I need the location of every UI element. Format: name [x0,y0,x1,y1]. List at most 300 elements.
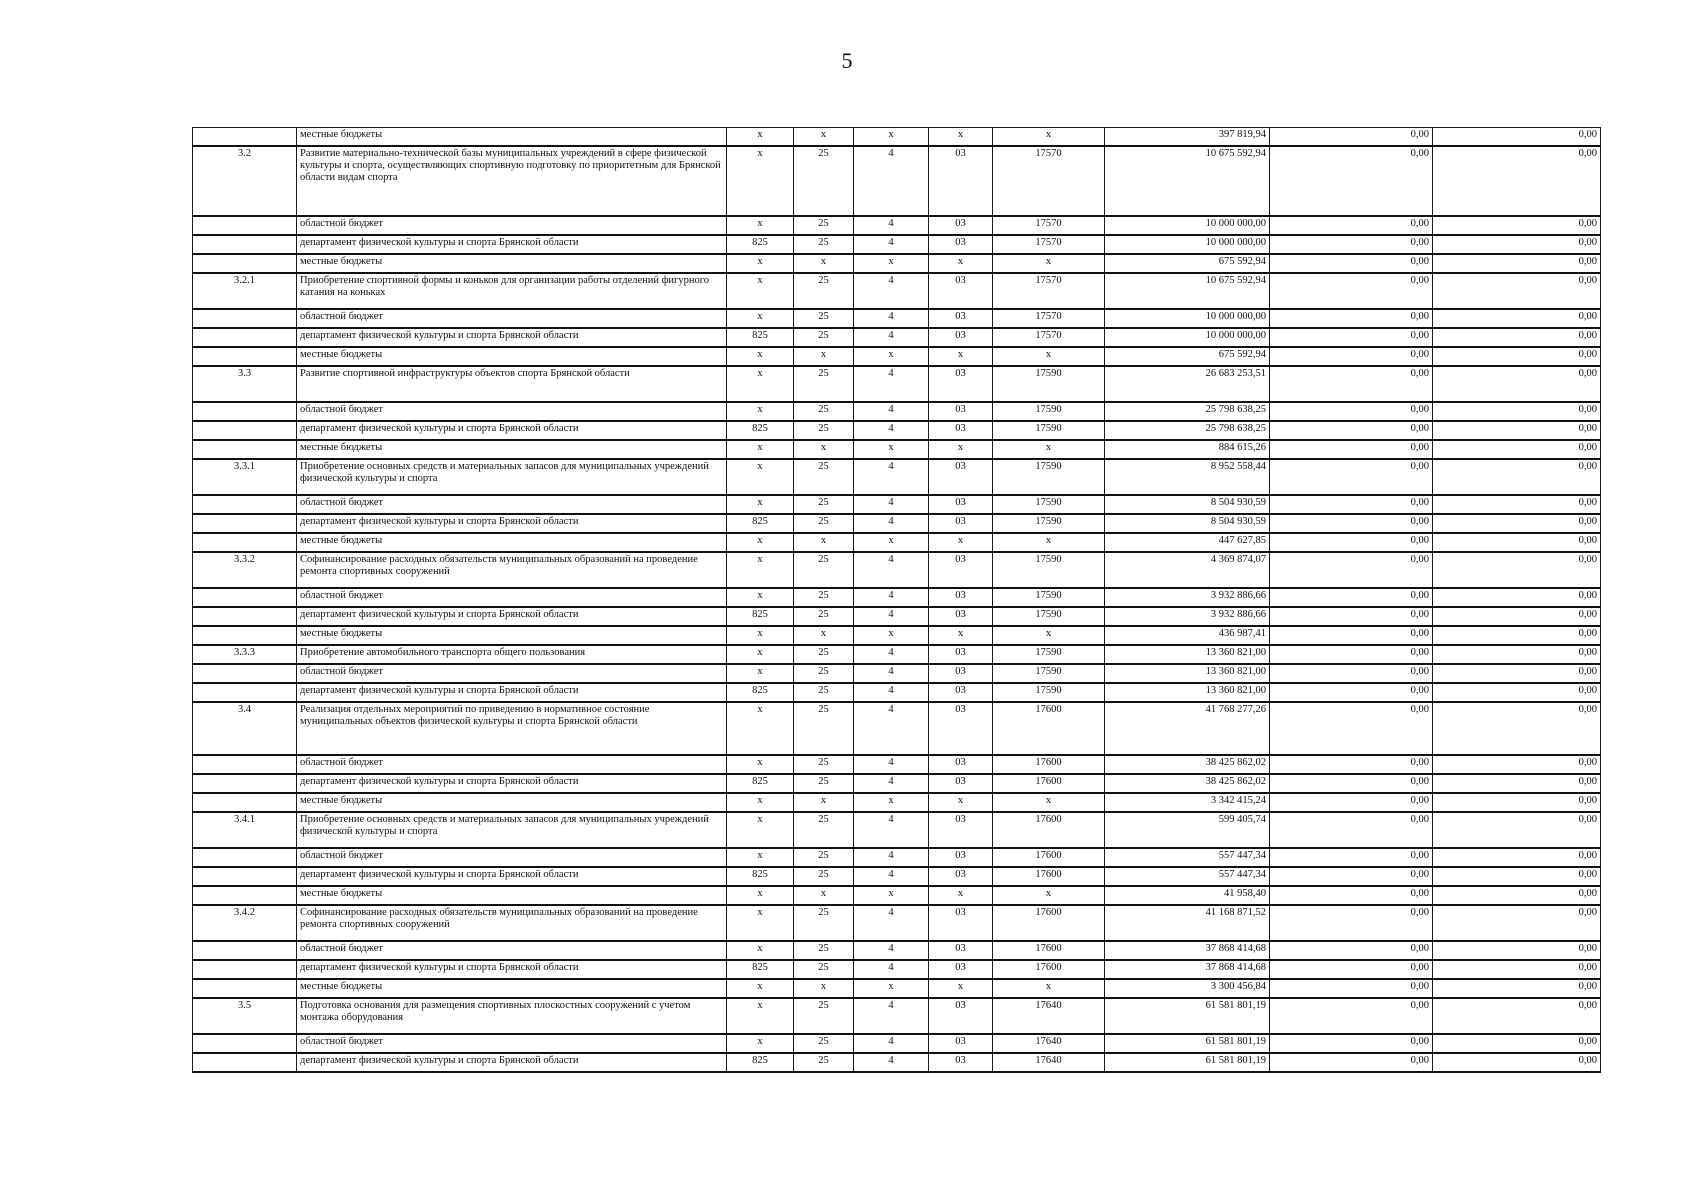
amount-year1-cell: 397 819,94 [1105,128,1270,147]
row-number-cell: 3.2 [193,146,297,216]
main-event-code-cell: 03 [929,664,993,683]
main-event-code-cell: 03 [929,848,993,867]
amount-year3-cell: 0,00 [1433,626,1601,645]
program-code-cell: 25 [794,309,854,328]
direction-code-cell: 17640 [993,1034,1105,1053]
amount-year2-cell: 0,00 [1270,941,1433,960]
table-row [193,146,1601,216]
direction-code-cell: 17600 [993,848,1105,867]
row-name-cell: областной бюджет [297,941,727,960]
amount-year1-cell: 10 000 000,00 [1105,216,1270,235]
amount-year3-cell: 0,00 [1433,702,1601,755]
row-number-cell: 3.3.2 [193,552,297,588]
subprogram-code-cell: 4 [854,867,929,886]
table-row [193,626,1601,645]
table-row [193,755,1601,774]
table-row [193,979,1601,998]
amount-year3-cell: 0,00 [1433,683,1601,702]
subprogram-code-cell: 4 [854,514,929,533]
gr-code-cell: х [727,146,794,216]
amount-year2-cell: 0,00 [1270,146,1433,216]
program-code-cell: 25 [794,1053,854,1072]
main-event-code-cell: 03 [929,421,993,440]
subprogram-code-cell: х [854,440,929,459]
gr-code-cell: 825 [727,867,794,886]
row-number-cell [193,514,297,533]
direction-code-cell: 17590 [993,459,1105,495]
gr-code-cell: х [727,459,794,495]
subprogram-code-cell: 4 [854,328,929,347]
subprogram-code-cell: 4 [854,812,929,848]
gr-code-cell: х [727,905,794,941]
amount-year1-cell: 37 868 414,68 [1105,941,1270,960]
row-name-cell: областной бюджет [297,664,727,683]
amount-year3-cell: 0,00 [1433,216,1601,235]
amount-year3-cell: 0,00 [1433,1034,1601,1053]
program-code-cell: 25 [794,848,854,867]
amount-year2-cell: 0,00 [1270,402,1433,421]
row-name-cell: департамент физической культуры и спорта Брянской области [297,960,727,979]
table-row [193,960,1601,979]
direction-code-cell: 17600 [993,905,1105,941]
gr-code-cell: х [727,588,794,607]
amount-year1-cell: 37 868 414,68 [1105,960,1270,979]
amount-year1-cell: 41 168 871,52 [1105,905,1270,941]
amount-year1-cell: 8 504 930,59 [1105,514,1270,533]
row-number-cell [193,235,297,254]
amount-year3-cell: 0,00 [1433,867,1601,886]
gr-code-cell: 825 [727,1053,794,1072]
row-number-cell [193,440,297,459]
amount-year3-cell: 0,00 [1433,514,1601,533]
row-name-cell: департамент физической культуры и спорта Брянской области [297,328,727,347]
amount-year1-cell: 41 958,40 [1105,886,1270,905]
subprogram-code-cell: 4 [854,421,929,440]
amount-year3-cell: 0,00 [1433,273,1601,309]
main-event-code-cell: 03 [929,702,993,755]
gr-code-cell: х [727,273,794,309]
program-code-cell: 25 [794,1034,854,1053]
amount-year2-cell: 0,00 [1270,645,1433,664]
row-number-cell: 3.3 [193,366,297,402]
table-body [193,128,1601,1073]
direction-code-cell: 17600 [993,960,1105,979]
row-name-cell: Подготовка основания для размещения спортивных плоскостных сооружений с учетом монтажа оборудования [297,998,727,1034]
row-number-cell [193,402,297,421]
main-event-code-cell: х [929,533,993,552]
row-number-cell [193,867,297,886]
amount-year1-cell: 13 360 821,00 [1105,683,1270,702]
program-code-cell: 25 [794,683,854,702]
direction-code-cell: 17590 [993,514,1105,533]
gr-code-cell: х [727,812,794,848]
main-event-code-cell: 03 [929,366,993,402]
program-code-cell: 25 [794,216,854,235]
table-row [193,683,1601,702]
amount-year1-cell: 4 369 874,07 [1105,552,1270,588]
amount-year2-cell: 0,00 [1270,664,1433,683]
subprogram-code-cell: 4 [854,683,929,702]
row-name-cell: департамент физической культуры и спорта Брянской области [297,867,727,886]
amount-year1-cell: 557 447,34 [1105,848,1270,867]
subprogram-code-cell: 4 [854,495,929,514]
table-row [193,998,1601,1034]
main-event-code-cell: 03 [929,1034,993,1053]
budget-table [192,127,1601,1073]
amount-year2-cell: 0,00 [1270,328,1433,347]
main-event-code-cell: 03 [929,552,993,588]
amount-year1-cell: 8 952 558,44 [1105,459,1270,495]
subprogram-code-cell: х [854,128,929,147]
subprogram-code-cell: 4 [854,905,929,941]
direction-code-cell: х [993,533,1105,552]
subprogram-code-cell: х [854,793,929,812]
direction-code-cell: 17590 [993,366,1105,402]
table-row [193,1034,1601,1053]
main-event-code-cell: 03 [929,607,993,626]
amount-year2-cell: 0,00 [1270,273,1433,309]
amount-year1-cell: 13 360 821,00 [1105,645,1270,664]
amount-year3-cell: 0,00 [1433,328,1601,347]
gr-code-cell: х [727,979,794,998]
program-code-cell: 25 [794,459,854,495]
program-code-cell: х [794,533,854,552]
row-name-cell: Приобретение основных средств и материальных запасов для муниципальных учреждений физической культуры и спорта [297,812,727,848]
program-code-cell: 25 [794,664,854,683]
subprogram-code-cell: х [854,347,929,366]
direction-code-cell: 17600 [993,755,1105,774]
amount-year1-cell: 38 425 862,02 [1105,755,1270,774]
row-number-cell [193,848,297,867]
amount-year2-cell: 0,00 [1270,848,1433,867]
row-name-cell: областной бюджет [297,495,727,514]
direction-code-cell: 17600 [993,867,1105,886]
subprogram-code-cell: 4 [854,702,929,755]
main-event-code-cell: 03 [929,328,993,347]
amount-year2-cell: 0,00 [1270,979,1433,998]
direction-code-cell: 17590 [993,402,1105,421]
gr-code-cell: 825 [727,683,794,702]
amount-year2-cell: 0,00 [1270,683,1433,702]
subprogram-code-cell: 4 [854,645,929,664]
main-event-code-cell: 03 [929,683,993,702]
row-name-cell: областной бюджет [297,1034,727,1053]
row-name-cell: департамент физической культуры и спорта Брянской области [297,1053,727,1072]
table-row [193,366,1601,402]
amount-year3-cell: 0,00 [1433,848,1601,867]
amount-year1-cell: 436 987,41 [1105,626,1270,645]
table-row [193,235,1601,254]
amount-year3-cell: 0,00 [1433,607,1601,626]
program-code-cell: х [794,128,854,147]
row-number-cell [193,755,297,774]
row-number-cell [193,588,297,607]
amount-year3-cell: 0,00 [1433,235,1601,254]
program-code-cell: 25 [794,755,854,774]
amount-year2-cell: 0,00 [1270,1053,1433,1072]
main-event-code-cell: х [929,886,993,905]
row-name-cell: областной бюджет [297,848,727,867]
amount-year3-cell: 0,00 [1433,941,1601,960]
gr-code-cell: 825 [727,514,794,533]
amount-year1-cell: 38 425 862,02 [1105,774,1270,793]
page-number: 5 [841,48,853,73]
subprogram-code-cell: 4 [854,960,929,979]
program-code-cell: х [794,886,854,905]
direction-code-cell: х [993,979,1105,998]
main-event-code-cell: х [929,793,993,812]
row-number-cell [193,254,297,273]
amount-year3-cell: 0,00 [1433,793,1601,812]
direction-code-cell: 17640 [993,1053,1105,1072]
row-name-cell: департамент физической культуры и спорта Брянской области [297,774,727,793]
program-code-cell: 25 [794,273,854,309]
amount-year1-cell: 10 000 000,00 [1105,235,1270,254]
subprogram-code-cell: 4 [854,848,929,867]
gr-code-cell: х [727,1034,794,1053]
table-row [193,793,1601,812]
amount-year3-cell: 0,00 [1433,366,1601,402]
row-number-cell [193,533,297,552]
direction-code-cell: 17600 [993,941,1105,960]
amount-year3-cell: 0,00 [1433,347,1601,366]
gr-code-cell: х [727,402,794,421]
direction-code-cell: 17640 [993,998,1105,1034]
main-event-code-cell: 03 [929,235,993,254]
amount-year1-cell: 8 504 930,59 [1105,495,1270,514]
amount-year2-cell: 0,00 [1270,235,1433,254]
subprogram-code-cell: 4 [854,235,929,254]
row-number-cell [193,495,297,514]
row-number-cell: 3.4.2 [193,905,297,941]
table-row [193,774,1601,793]
gr-code-cell: х [727,347,794,366]
subprogram-code-cell: х [854,979,929,998]
row-name-cell: областной бюджет [297,755,727,774]
program-code-cell: 25 [794,552,854,588]
main-event-code-cell: 03 [929,645,993,664]
amount-year2-cell: 0,00 [1270,459,1433,495]
row-number-cell [193,607,297,626]
main-event-code-cell: 03 [929,495,993,514]
subprogram-code-cell: 4 [854,1034,929,1053]
program-code-cell: х [794,626,854,645]
amount-year3-cell: 0,00 [1433,886,1601,905]
gr-code-cell: х [727,533,794,552]
row-name-cell: областной бюджет [297,588,727,607]
row-name-cell: местные бюджеты [297,254,727,273]
main-event-code-cell: 03 [929,998,993,1034]
row-number-cell [193,309,297,328]
subprogram-code-cell: 4 [854,998,929,1034]
program-code-cell: х [794,254,854,273]
row-number-cell [193,421,297,440]
amount-year3-cell: 0,00 [1433,645,1601,664]
amount-year2-cell: 0,00 [1270,421,1433,440]
table-row [193,254,1601,273]
amount-year1-cell: 10 675 592,94 [1105,146,1270,216]
program-code-cell: 25 [794,328,854,347]
amount-year2-cell: 0,00 [1270,867,1433,886]
main-event-code-cell: 03 [929,1053,993,1072]
subprogram-code-cell: х [854,254,929,273]
direction-code-cell: 17590 [993,607,1105,626]
row-number-cell [193,664,297,683]
direction-code-cell: х [993,886,1105,905]
amount-year1-cell: 61 581 801,19 [1105,1034,1270,1053]
amount-year1-cell: 25 798 638,25 [1105,421,1270,440]
row-number-cell [193,128,297,147]
amount-year1-cell: 61 581 801,19 [1105,1053,1270,1072]
direction-code-cell: х [993,793,1105,812]
row-number-cell: 3.5 [193,998,297,1034]
amount-year2-cell: 0,00 [1270,607,1433,626]
amount-year3-cell: 0,00 [1433,309,1601,328]
gr-code-cell: х [727,645,794,664]
amount-year3-cell: 0,00 [1433,998,1601,1034]
gr-code-cell: х [727,755,794,774]
row-name-cell: Реализация отдельных мероприятий по приведению в нормативное состояние муниципальных объектов физической культуры и спорта Брянской области [297,702,727,755]
gr-code-cell: х [727,216,794,235]
table-row [193,128,1601,147]
direction-code-cell: х [993,626,1105,645]
row-name-cell: Развитие спортивной инфраструктуры объектов спорта Брянской области [297,366,727,402]
table-row [193,328,1601,347]
program-code-cell: 25 [794,645,854,664]
row-name-cell: департамент физической культуры и спорта Брянской области [297,421,727,440]
program-code-cell: 25 [794,607,854,626]
amount-year3-cell: 0,00 [1433,254,1601,273]
row-number-cell [193,941,297,960]
amount-year1-cell: 10 000 000,00 [1105,309,1270,328]
gr-code-cell: х [727,309,794,328]
row-name-cell: Приобретение основных средств и материальных запасов для муниципальных учреждений физической культуры и спорта [297,459,727,495]
subprogram-code-cell: 4 [854,402,929,421]
row-name-cell: местные бюджеты [297,979,727,998]
direction-code-cell: 17570 [993,216,1105,235]
subprogram-code-cell: 4 [854,459,929,495]
amount-year2-cell: 0,00 [1270,588,1433,607]
main-event-code-cell: 03 [929,867,993,886]
amount-year2-cell: 0,00 [1270,960,1433,979]
table-row [193,1053,1601,1072]
direction-code-cell: 17600 [993,702,1105,755]
amount-year1-cell: 10 000 000,00 [1105,328,1270,347]
row-name-cell: местные бюджеты [297,793,727,812]
main-event-code-cell: х [929,979,993,998]
amount-year3-cell: 0,00 [1433,755,1601,774]
amount-year3-cell: 0,00 [1433,459,1601,495]
main-event-code-cell: 03 [929,812,993,848]
amount-year2-cell: 0,00 [1270,552,1433,588]
row-name-cell: областной бюджет [297,309,727,328]
gr-code-cell: х [727,664,794,683]
gr-code-cell: 825 [727,235,794,254]
row-name-cell: Развитие материально-технической базы муниципальных учреждений в сфере физической культуры и спорта, осуществляющих спортивную подготовку по приоритетным для Брянской области видам спорта [297,146,727,216]
program-code-cell: 25 [794,867,854,886]
program-code-cell: 25 [794,588,854,607]
program-code-cell: 25 [794,146,854,216]
amount-year2-cell: 0,00 [1270,495,1433,514]
direction-code-cell: 17570 [993,273,1105,309]
main-event-code-cell: 03 [929,588,993,607]
row-number-cell: 3.4 [193,702,297,755]
subprogram-code-cell: 4 [854,552,929,588]
amount-year2-cell: 0,00 [1270,774,1433,793]
table-row [193,905,1601,941]
program-code-cell: 25 [794,812,854,848]
row-name-cell: департамент физической культуры и спорта Брянской области [297,607,727,626]
table-row [193,664,1601,683]
amount-year3-cell: 0,00 [1433,552,1601,588]
direction-code-cell: 17600 [993,774,1105,793]
row-number-cell [193,216,297,235]
subprogram-code-cell: х [854,626,929,645]
main-event-code-cell: 03 [929,960,993,979]
amount-year2-cell: 0,00 [1270,998,1433,1034]
row-name-cell: департамент физической культуры и спорта Брянской области [297,683,727,702]
table-row [193,702,1601,755]
row-number-cell [193,979,297,998]
table-row [193,552,1601,588]
row-number-cell: 3.4.1 [193,812,297,848]
row-name-cell: местные бюджеты [297,533,727,552]
main-event-code-cell: 03 [929,146,993,216]
subprogram-code-cell: 4 [854,588,929,607]
direction-code-cell: 17590 [993,421,1105,440]
direction-code-cell: 17590 [993,683,1105,702]
gr-code-cell: х [727,998,794,1034]
gr-code-cell: х [727,793,794,812]
program-code-cell: х [794,440,854,459]
program-code-cell: 25 [794,402,854,421]
row-name-cell: местные бюджеты [297,886,727,905]
amount-year1-cell: 675 592,94 [1105,254,1270,273]
gr-code-cell: 825 [727,328,794,347]
table-row [193,440,1601,459]
amount-year3-cell: 0,00 [1433,402,1601,421]
table-row [193,309,1601,328]
main-event-code-cell: 03 [929,273,993,309]
direction-code-cell: 17600 [993,812,1105,848]
row-name-cell: Приобретение автомобильного транспорта общего пользования [297,645,727,664]
row-name-cell: местные бюджеты [297,626,727,645]
subprogram-code-cell: 4 [854,366,929,402]
amount-year3-cell: 0,00 [1433,146,1601,216]
direction-code-cell: 17570 [993,235,1105,254]
table-row [193,402,1601,421]
table-row [193,886,1601,905]
gr-code-cell: х [727,702,794,755]
program-code-cell: 25 [794,514,854,533]
table-row [193,588,1601,607]
main-event-code-cell: х [929,128,993,147]
program-code-cell: 25 [794,235,854,254]
amount-year1-cell: 3 932 886,66 [1105,588,1270,607]
row-number-cell [193,626,297,645]
row-number-cell [193,347,297,366]
amount-year2-cell: 0,00 [1270,347,1433,366]
amount-year2-cell: 0,00 [1270,440,1433,459]
table-row [193,607,1601,626]
subprogram-code-cell: 4 [854,273,929,309]
amount-year3-cell: 0,00 [1433,774,1601,793]
table-row [193,421,1601,440]
direction-code-cell: х [993,254,1105,273]
amount-year1-cell: 10 675 592,94 [1105,273,1270,309]
amount-year3-cell: 0,00 [1433,979,1601,998]
main-event-code-cell: х [929,626,993,645]
